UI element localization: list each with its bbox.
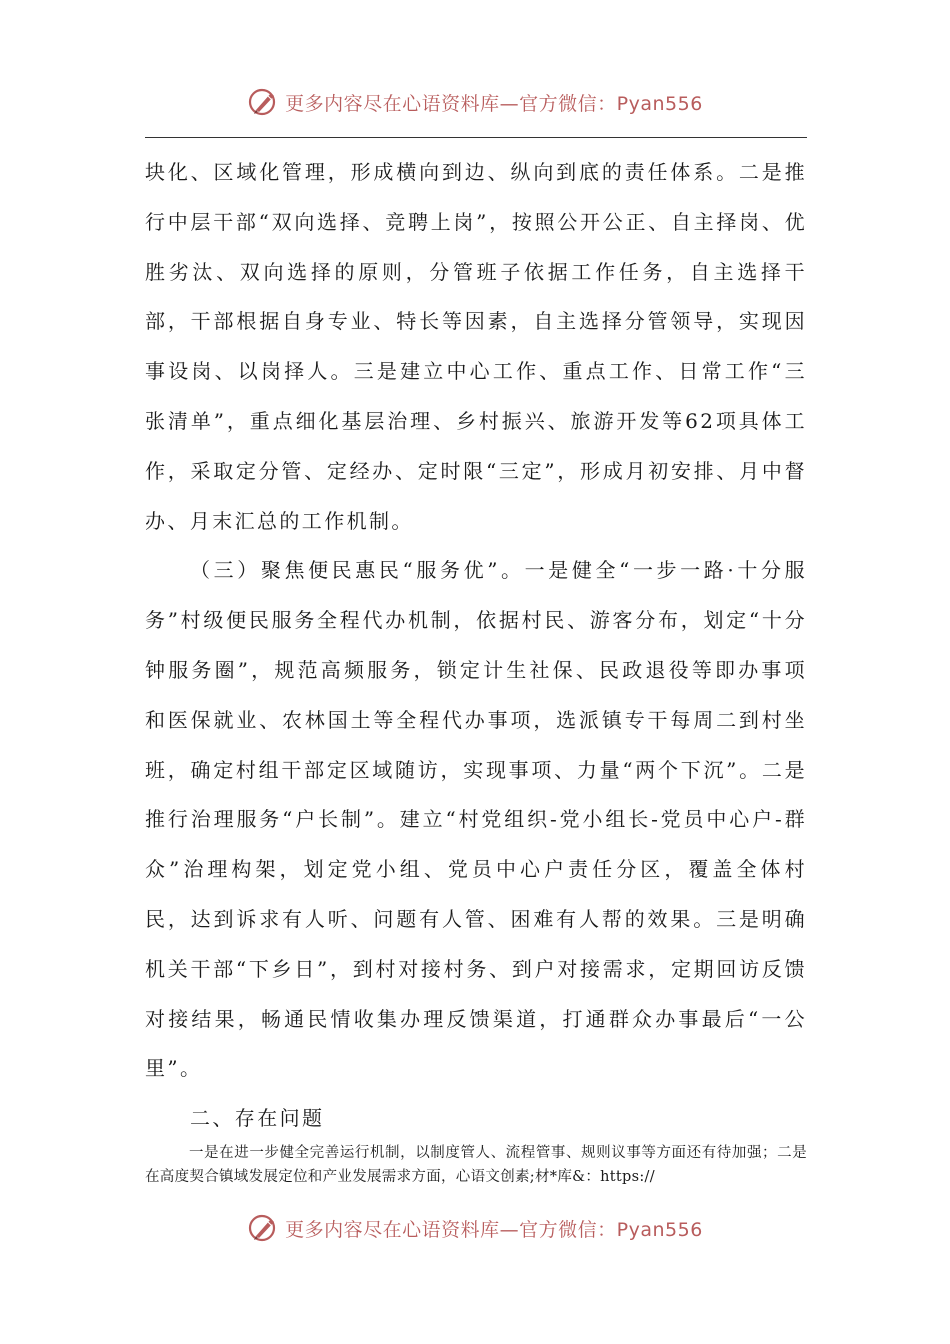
pen-logo-icon [247,1211,281,1245]
header-watermark [0,82,950,122]
pen-logo-icon [247,85,281,119]
body-paragraph-1: 块化、区域化管理，形成横向到边、纵向到底的责任体系。二是推行中层干部“双向选择、竞聘上岗”，按照公开公正、自主择岗、优胜劣汰、双向选择的原则，分管班子依据工作任务，自主选择干部，干部根据自身专业、特长等因素，自主选择分管领导，实现因事设岗、以岗择人。三是建立中心工作、重点工作、日常工作“三张清单”，重点细化基层治理、乡村振兴、旅游开发等62项具体工作，采取定分管、定经办、定时限“三定”，形成月初安排、月中督办、月末汇总的工作机制。 [145,160,807,533]
header-watermark-text: 更多内容尽在心语资料库—官方微信：Pyan556 [285,92,703,115]
footer-watermark-text: 更多内容尽在心语资料库—官方微信：Pyan556 [285,1218,703,1241]
footer-watermark [0,1208,950,1248]
section-heading: 二、存在问题 [190,1106,325,1131]
small-print-block [145,1141,807,1189]
body-paragraph-2: （三）聚焦便民惠民“服务优”。一是健全“一步一路·十分服务”村级便民服务全程代办机制，依据村民、游客分布，划定“十分钟服务圈”，规范高频服务，锁定计生社保、民政退役等即办事项和医保就业、农林国土等全程代办事项，选派镇专干每周二到村坐班，确定村组干部定区域随访，实现事项、力量“两个下沉”。二是推行治理服务“户长制”。建立“村党组织-党小组长-党员中心户-群众”治理构架，划定党小组、党员中心户责任分区，覆盖全体村民，达到诉求有人听、问题有人管、困难有人帮的效果。三是明确机关干部“下乡日”，到村对接村务、到户对接需求，定期回访反馈对接结果，畅通民情收集办理反馈渠道，打通群众办事最后“一公里”。 [145,558,807,1081]
small-print-paragraph: 一是在进一步健全完善运行机制，以制度管人、流程管事、规则议事等方面还有待加强；二是在高度契合镇域发展定位和产业发展需求方面，心语文创素;材*库&：https:// [145,1145,807,1185]
header-divider [145,137,807,138]
document-body [145,148,807,1144]
